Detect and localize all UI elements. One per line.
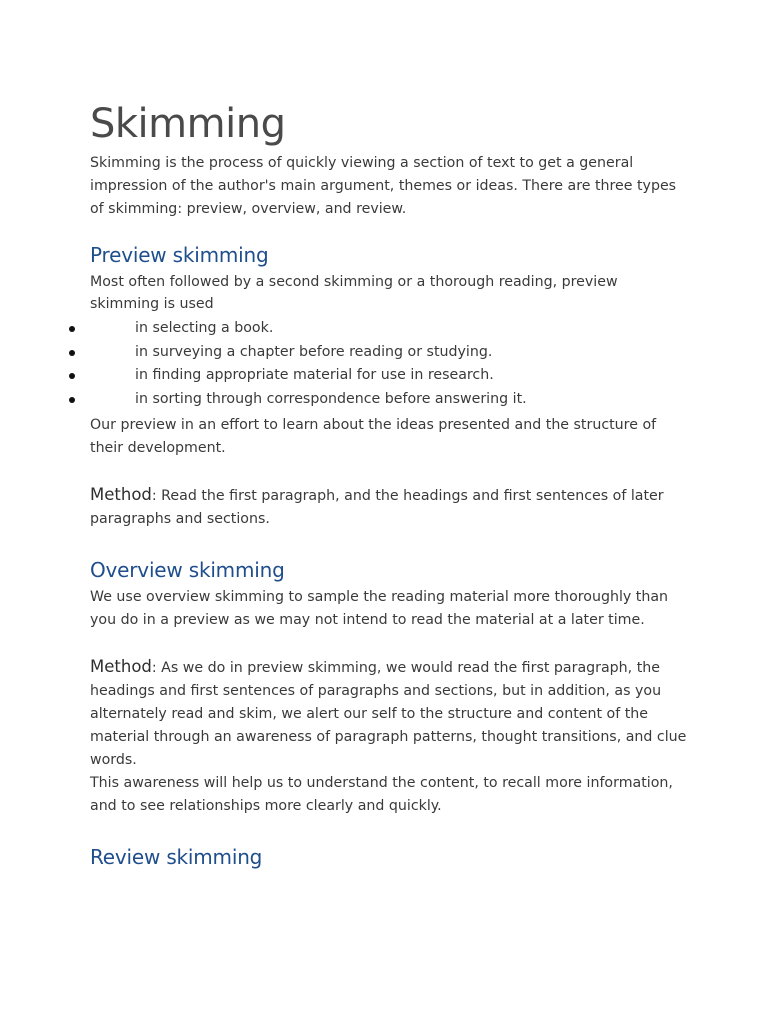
preview-lead-paragraph: Most often followed by a second skimming or a thorough reading, preview skimming is used [90, 274, 618, 312]
document-page [90, 96, 690, 872]
intro-paragraph: Skimming is the process of quickly viewing a section of text to get a general impression of the author's main argument, themes or ideas. There are three types of skimming: preview, overview, and review. [90, 155, 677, 217]
preview-bullet-list [90, 317, 690, 411]
paragraph-spacer [90, 632, 690, 655]
method-text: : As we do in preview skimming, we would read the first paragraph, the headings and first sentences of paragraphs and sections, but in addition, as you alternately read and skim, we alert our self to the structure and content of the material through an awareness of paragraph patterns, thought transitions, and clue words. [90, 660, 687, 768]
list-item [90, 364, 690, 388]
list-item [90, 341, 690, 365]
list-item [90, 388, 690, 412]
preview-purpose-paragraph: Our preview in an effort to learn about the ideas presented and the structure of their development. [90, 417, 657, 456]
list-item-text: in finding appropriate material for use in research. [135, 367, 494, 383]
method-text: : Read the first paragraph, and the headings and first sentences of later paragraphs and sections. [90, 488, 664, 527]
method-label: Method [90, 657, 152, 676]
method-label: Method [90, 485, 152, 504]
overview-lead-paragraph: We use overview skimming to sample the reading material more thoroughly than you do in a preview as we may not intend to read the material at a later time. [90, 589, 669, 628]
overview-method-paragraph [90, 655, 690, 772]
page-title: Skimming [90, 101, 286, 147]
list-item [90, 317, 690, 341]
list-item-text: in selecting a book. [135, 320, 274, 336]
list-item-text: in surveying a chapter before reading or studying. [135, 343, 493, 360]
list-item-text: in sorting through correspondence before answering it. [135, 390, 527, 407]
bullet-icon [69, 350, 75, 356]
bullet-icon [69, 326, 75, 332]
bullet-icon [69, 373, 75, 379]
review-heading: Review skimming [90, 845, 263, 869]
overview-heading: Overview skimming [90, 558, 285, 582]
overview-awareness-paragraph: This awareness will help us to understand the content, to recall more information, and to see relationships more clearly and quickly. [90, 775, 673, 814]
preview-method-paragraph [90, 483, 690, 531]
paragraph-spacer [90, 460, 690, 483]
bullet-icon [69, 397, 75, 403]
preview-heading: Preview skimming [90, 243, 269, 267]
